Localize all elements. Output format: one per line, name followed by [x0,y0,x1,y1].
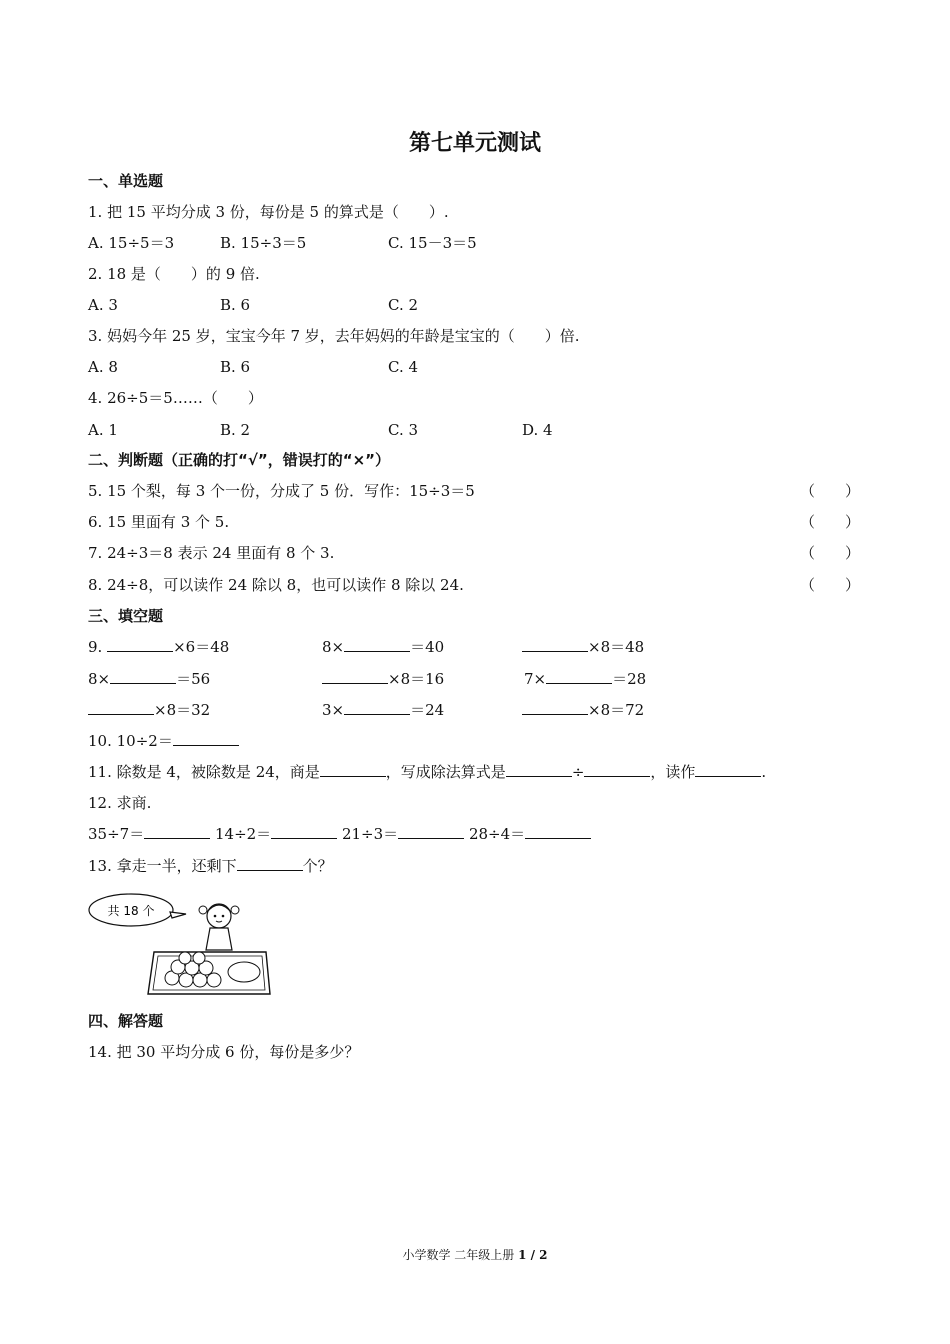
question-6-answer-parens[interactable]: （ ） [800,513,861,531]
section-heading-true-false: 二、判断题（正确的打“√”，错误打的“×”） [88,451,391,469]
equation-text: 3× [322,701,345,719]
apple [207,973,221,987]
bubble-text: 共 18 个 [107,904,155,918]
answer-blank[interactable] [271,824,337,839]
section-heading-single-choice: 一、单选题 [88,172,164,190]
question-4-option-d: D. 4 [522,421,553,439]
question-9-r3c2 [322,700,444,720]
question-1-stem: 1. 把 15 平均分成 3 份，每份是 5 的算式是（ ）. [88,203,449,221]
equation-text: 8× [322,638,345,656]
question-9-r1c3 [522,637,644,657]
question-9-r2c1 [88,669,210,689]
question-6-statement: 6. 15 里面有 3 个 5. [88,513,230,531]
question-3-option-a: A. 8 [88,358,118,376]
answer-blank[interactable] [320,762,386,777]
question-5-answer-parens[interactable]: （ ） [800,482,861,500]
answer-blank[interactable] [237,856,303,871]
bubble-tail [170,912,186,918]
question-9-number: 9. [88,638,103,656]
question-10-text: 10. 10÷2＝ [88,732,173,750]
hair-bow-right [231,906,239,914]
question-14: 14. 把 30 平均分成 6 份，每份是多少？ [88,1043,360,1061]
equation-text: ＝24 [410,701,445,719]
hair-bow-left [199,906,207,914]
question-11-text: ，写成除法算式是 [385,763,506,781]
question-13 [88,856,333,876]
page-number: 1 / 2 [518,1248,548,1262]
question-9-r1c2 [322,637,444,657]
girl-with-apples-illustration [86,888,276,998]
answer-blank[interactable] [546,669,612,684]
question-12-expressions [88,824,591,844]
question-8-statement: 8. 24÷8，可以读作 24 除以 8，也可以读作 8 除以 24. [88,576,464,594]
answer-blank[interactable] [522,637,588,652]
question-9-r3c1 [88,700,210,720]
equation-text: ＝40 [410,638,445,656]
question-7-statement: 7. 24÷3＝8 表示 24 里面有 8 个 3. [88,544,335,562]
answer-blank[interactable] [173,731,239,746]
section-heading-word-problems: 四、解答题 [88,1012,164,1030]
equation-text: ＝56 [176,670,211,688]
question-10 [88,731,239,751]
question-13-text: 13. 拿走一半，还剩下 [88,857,237,875]
footer-course: 小学数学 二年级上册 [402,1248,519,1262]
expression-3: 21÷3＝ [341,825,399,843]
answer-blank[interactable] [88,700,154,715]
question-13-text: 个？ [302,857,333,875]
question-9-r2c3 [524,669,646,689]
girl-head [207,904,231,928]
answer-blank[interactable] [107,637,173,652]
question-1-option-c: C. 15－3＝5 [388,234,477,252]
equation-text: ×8＝16 [388,670,445,688]
answer-blank[interactable] [525,824,591,839]
answer-blank[interactable] [344,637,410,652]
question-2-option-b: B. 6 [220,296,251,314]
apple-basket [228,962,260,982]
question-4-option-a: A. 1 [88,421,118,439]
answer-blank[interactable] [506,762,572,777]
question-9-r2c2 [322,669,444,689]
question-11 [88,762,766,782]
answer-blank[interactable] [344,700,410,715]
answer-blank[interactable] [522,700,588,715]
answer-blank[interactable] [144,824,210,839]
equation-text: ×6＝48 [173,638,230,656]
girl-body [206,928,232,950]
question-3-option-b: B. 6 [220,358,251,376]
equation-text: ×8＝32 [154,701,211,719]
equation-text: ×8＝72 [588,701,645,719]
equation-text: 7× [524,670,547,688]
question-2-option-c: C. 2 [388,296,419,314]
equation-text: 8× [88,670,111,688]
question-5-statement: 5. 15 个梨，每 3 个一份，分成了 5 份．写作：15÷3＝5 [88,482,475,500]
question-1-option-a: A. 15÷5＝3 [88,234,175,252]
question-3-option-c: C. 4 [388,358,419,376]
division-sign: ÷ [571,763,585,781]
expression-2: 14÷2＝ [214,825,272,843]
question-3-stem: 3. 妈妈今年 25 岁，宝宝今年 7 岁，去年妈妈的年龄是宝宝的（ ）倍. [88,327,580,345]
page-title: 第七单元测试 [408,131,541,156]
equation-text: ＝28 [612,670,647,688]
answer-blank[interactable] [695,762,761,777]
expression-4: 28÷4＝ [468,825,526,843]
question-2-option-a: A. 3 [88,296,118,314]
apple [193,952,205,964]
question-7-answer-parens[interactable]: （ ） [800,544,861,562]
girl-eye [222,915,225,918]
question-11-text: 11. 除数是 4，被除数是 24，商是 [88,763,320,781]
question-1-option-b: B. 15÷3＝5 [220,234,307,252]
answer-blank[interactable] [584,762,650,777]
question-8-answer-parens[interactable]: （ ） [800,576,861,594]
answer-blank[interactable] [322,669,388,684]
section-heading-fill-blank: 三、填空题 [88,607,164,625]
girl-eye [214,915,217,918]
question-9-r3c3 [522,700,644,720]
apple [179,952,191,964]
answer-blank[interactable] [398,824,464,839]
illustration-svg [86,888,276,998]
answer-blank[interactable] [110,669,176,684]
question-4-option-b: B. 2 [220,421,251,439]
question-11-text: ，读作 [650,763,696,781]
question-12-stem: 12. 求商. [88,794,152,812]
question-4-option-c: C. 3 [388,421,419,439]
question-4-stem: 4. 26÷5＝5……（ ） [88,389,263,407]
expression-1: 35÷7＝ [88,825,145,843]
question-2-stem: 2. 18 是（ ）的 9 倍. [88,265,260,283]
question-9-r1c1 [88,637,229,657]
question-11-text: . [761,763,767,781]
equation-text: ×8＝48 [588,638,645,656]
page-footer [0,1246,950,1263]
